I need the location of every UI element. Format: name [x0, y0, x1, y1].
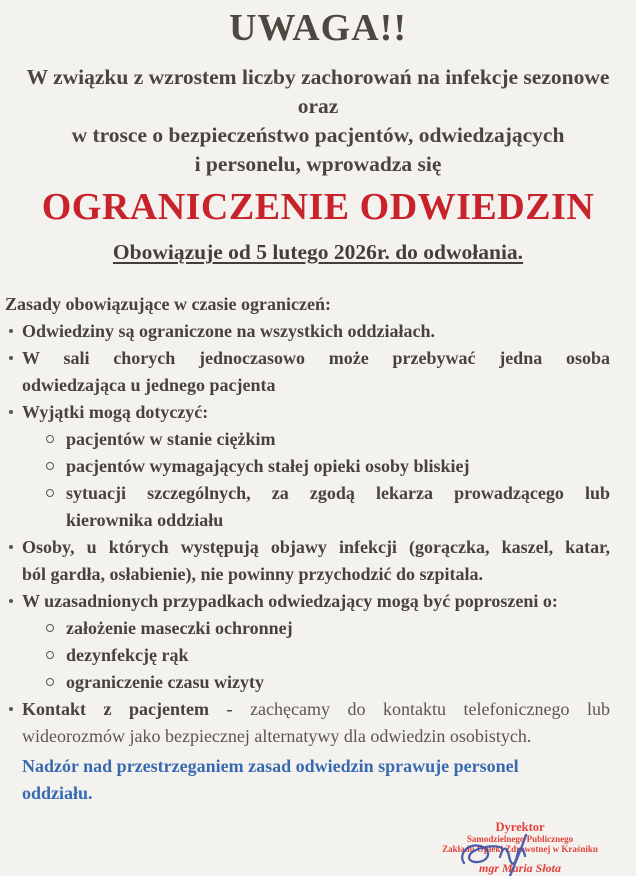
kontakt-rest: zachęcamy do kontaktu telefonicznego lub	[250, 699, 611, 719]
list-item	[8, 669, 610, 696]
stamp-title: Dyrektor	[495, 820, 545, 834]
bullet-icon	[9, 707, 13, 711]
item-line: W sali chorych jednoczasowo może przebywać jedna osoba	[22, 348, 610, 368]
bullet-icon	[9, 599, 13, 603]
intro-line: i personelu, wprowadza się	[194, 152, 442, 176]
circle-bullet-icon	[46, 489, 54, 497]
note-line: oddziału.	[22, 783, 93, 803]
intro-line: w trosce o bezpieczeństwo pacjentów, odwiedzających	[71, 123, 565, 147]
stamp-signatory: mgr Maria Słota	[478, 861, 562, 875]
note-line: Nadzór nad przestrzeganiem zasad odwiedzin sprawuje personel	[22, 756, 519, 776]
list-item	[8, 345, 610, 399]
supervision-note	[8, 753, 610, 807]
circle-bullet-icon	[46, 462, 54, 470]
intro-paragraph	[0, 63, 636, 179]
list-item	[8, 588, 610, 615]
item-line: Wyjątki mogą dotyczyć:	[22, 402, 209, 422]
stamp-org-line: Zakładu Opieki Zdrowotnej w Kraśniku	[442, 844, 598, 854]
item-line: Odwiedziny są ograniczone na wszystkich oddziałach.	[22, 321, 436, 341]
bullet-icon	[9, 410, 13, 414]
item-line: ból gardła, osłabienie), nie powinny przychodzić do szpitala.	[22, 564, 484, 584]
item-line: kierownika oddziału	[66, 510, 224, 530]
item-line: dezynfekcję rąk	[66, 645, 189, 665]
restriction-title: OGRANICZENIE ODWIEDZIN	[41, 186, 595, 228]
list-item	[8, 426, 610, 453]
list-item	[8, 318, 610, 345]
circle-bullet-icon	[46, 624, 54, 632]
list-item	[8, 453, 610, 480]
stamp-org-line: Samodzielnego Publicznego	[466, 834, 574, 844]
bullet-icon	[9, 356, 13, 360]
item-line: ograniczenie czasu wizyty	[66, 672, 264, 692]
list-item-kontakt	[8, 696, 610, 750]
list-item	[8, 615, 610, 642]
intro-line: W związku z wzrostem liczby zachorowań na infekcje sezonowe	[26, 65, 610, 89]
item-line: odwiedzająca u jednego pacjenta	[22, 375, 276, 395]
circle-bullet-icon	[46, 435, 54, 443]
list-item	[8, 534, 610, 588]
bullet-icon	[9, 329, 13, 333]
list-item	[8, 480, 610, 534]
item-line: Osoby, u których występują objawy infekcji (gorączka, kaszel, katar,	[22, 537, 610, 557]
circle-bullet-icon	[46, 651, 54, 659]
item-line: pacjentów w stanie ciężkim	[66, 429, 276, 449]
attention-title: UWAGA!!	[229, 7, 407, 49]
list-item	[8, 399, 610, 426]
item-line: założenie maseczki ochronnej	[66, 618, 293, 638]
item-line: pacjentów wymagających stałej opieki osoby bliskiej	[66, 456, 470, 476]
item-line: sytuacji szczególnych, za zgodą lekarza prowadzącego lub	[66, 483, 610, 503]
item-line	[22, 696, 610, 723]
rules-lead: Zasady obowiązujące w czasie ograniczeń:	[5, 294, 331, 314]
list-item	[8, 642, 610, 669]
kontakt-lead: Kontakt z pacjentem -	[22, 699, 233, 719]
signature-scribble-icon	[452, 834, 556, 876]
rules-section	[5, 291, 611, 807]
intro-line: oraz	[297, 94, 339, 118]
item-line: wideorozmów jako bezpiecznej alternatywy dla odwiedzin osobistych.	[22, 726, 532, 746]
notice-header	[0, 0, 636, 266]
effective-date-line: Obowiązuje od 5 lutego 2026r. do odwołania.	[112, 240, 524, 264]
circle-bullet-icon	[46, 678, 54, 686]
bullet-icon	[9, 545, 13, 549]
item-line: W uzasadnionych przypadkach odwiedzający mogą być poproszeni o:	[22, 591, 558, 611]
